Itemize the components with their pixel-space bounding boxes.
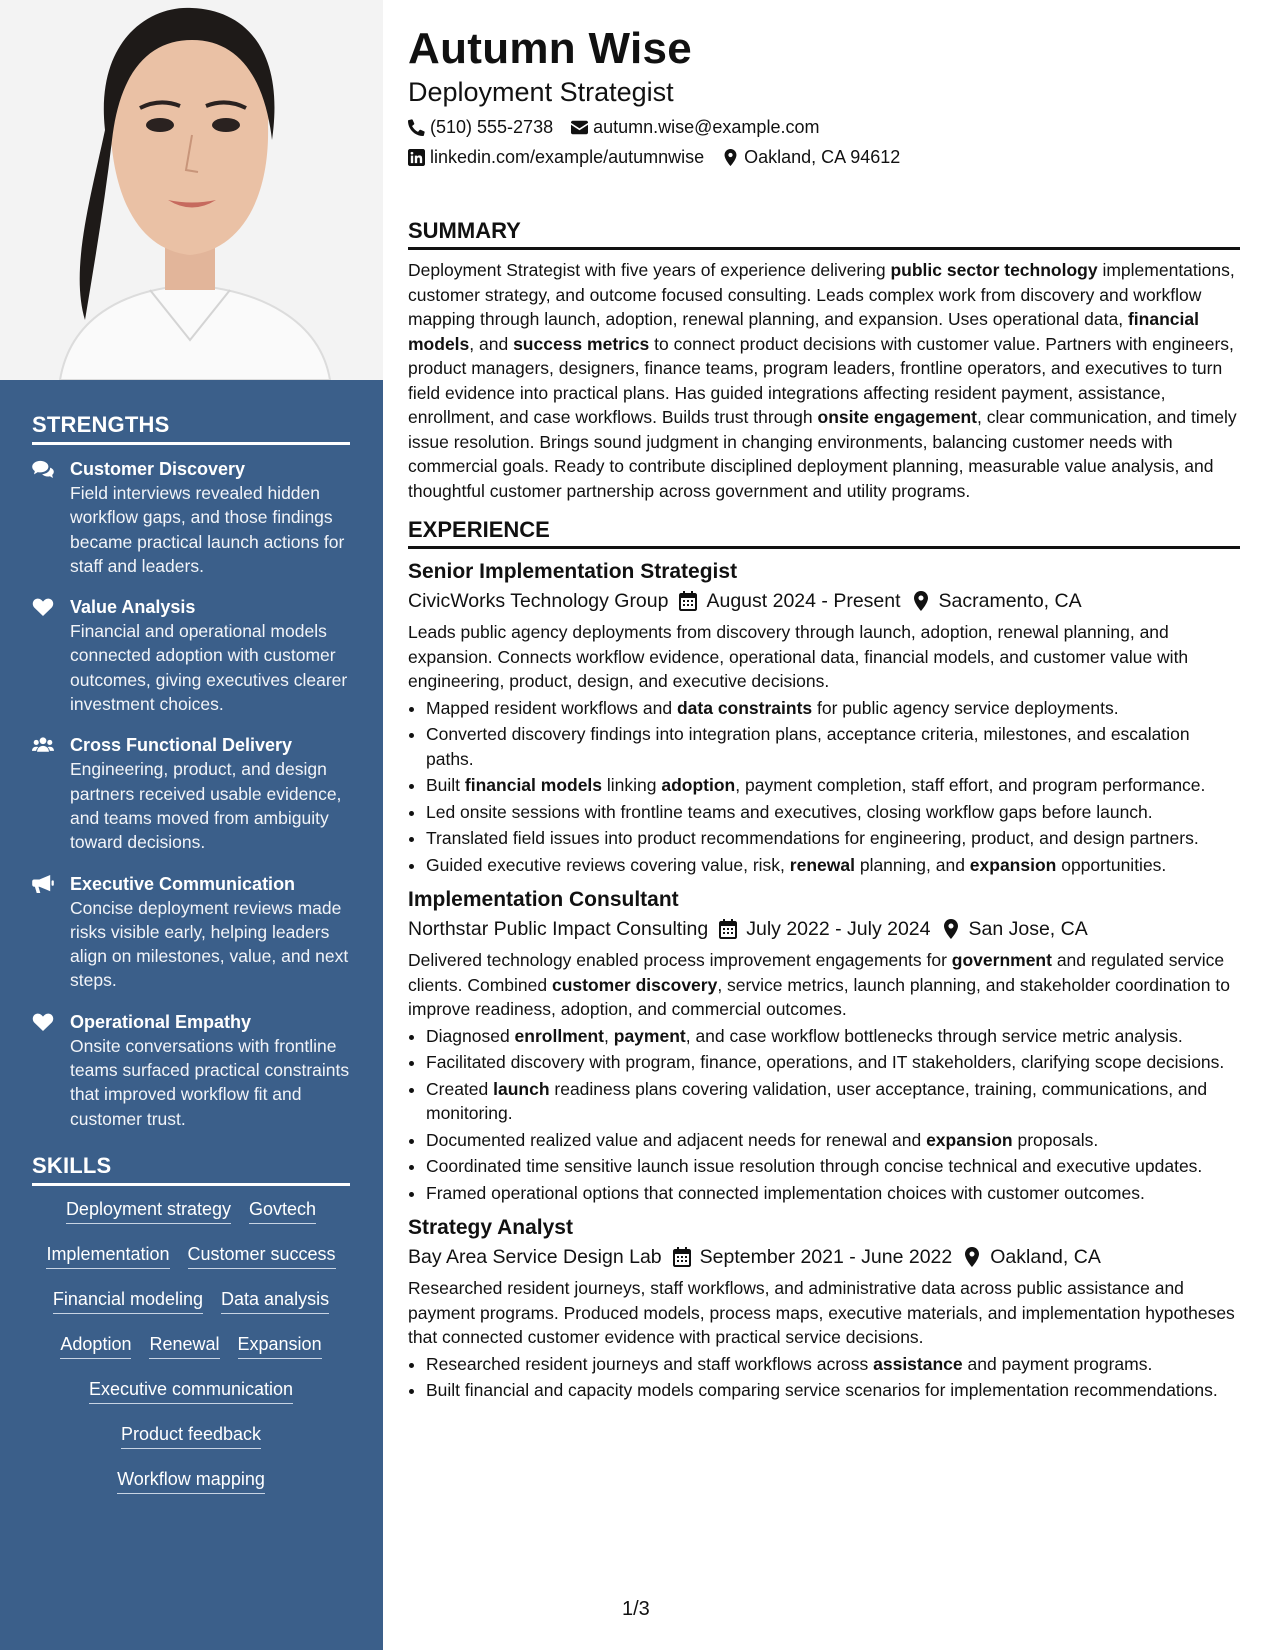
job-bullet	[426, 1077, 1240, 1126]
job-location: San Jose, CA	[968, 918, 1088, 940]
skill-row	[32, 1198, 350, 1243]
sidebar-content	[32, 412, 350, 1513]
job-location-item	[941, 916, 1088, 942]
location-text: Oakland, CA 94612	[744, 147, 901, 167]
job-bullet	[426, 1024, 1240, 1049]
skill-tag: Renewal	[149, 1333, 219, 1359]
job-bullets	[408, 696, 1240, 878]
job-entry	[408, 1215, 1240, 1403]
job-meta	[408, 588, 1240, 614]
skill-tag: Executive communication	[89, 1378, 293, 1404]
strength-title: Value Analysis	[70, 597, 196, 618]
text-run: Researched resident journeys, staff workflows, and administrative data across public assistance and payment programs. Produced models, process maps, executive materials, and implementation hypotheses that connected customer evidence with practical service decisions.	[408, 1278, 1235, 1347]
text-run: Built financial and capacity models comparing service scenarios for implementation recommendations.	[426, 1380, 1218, 1400]
job-bullet	[426, 696, 1240, 721]
job-bullet	[426, 1128, 1240, 1153]
map-pin-icon	[911, 591, 931, 611]
strength-item	[32, 595, 350, 716]
job-company: Northstar Public Impact Consulting	[408, 918, 709, 940]
text-run: , service metrics, launch planning, and stakeholder coordination to improve readiness, adoption, and commercial outcomes.	[408, 974, 1230, 1019]
text-run: Facilitated discovery with program, finance, operations, and IT stakeholders, clarifying scope decisions.	[426, 1052, 1225, 1072]
text-run: , clear communication, and timely issue resolution. Brings sound judgment in changing environments, balancing customer needs with commercial goals. Ready to contribute disciplined deployment planning, measurable value analysis, and thoughtful customer partnership across government and utility programs.	[408, 407, 1237, 501]
text-run: Converted discovery findings into integration plans, acceptance criteria, milestones, and escalation paths.	[426, 724, 1190, 769]
text-run: Coordinated time sensitive launch issue resolution through concise technical and executive updates.	[426, 1156, 1203, 1176]
text-run: and payment programs.	[962, 1353, 1153, 1374]
job-bullet	[426, 1154, 1240, 1179]
bold-text: adoption	[661, 775, 736, 795]
users-icon	[32, 733, 70, 854]
map-pin-icon	[941, 919, 961, 939]
job-bullet	[426, 1181, 1240, 1206]
email-address: autumn.wise@example.com	[593, 117, 820, 137]
map-pin-icon	[722, 149, 739, 166]
strength-item	[32, 457, 350, 578]
text-run: Built	[426, 775, 465, 795]
job-title: Implementation Consultant	[408, 888, 679, 911]
job-title: Strategy Analyst	[408, 1216, 573, 1239]
text-run: ,	[604, 1025, 614, 1046]
text-run: implementations, customer strategy, and outcome focused consulting. Leads complex work from discovery and workflow mapping through launch, adoption, renewal planning, and expansion. Uses operational data,	[408, 260, 1235, 329]
strength-description: Onsite conversations with frontline teams surfaced practical constraints that improved workflow fit and customer trust.	[70, 1035, 350, 1129]
main-content	[408, 24, 1240, 1405]
sidebar	[0, 0, 383, 1650]
strength-title: Executive Communication	[70, 873, 296, 894]
text-run: Guided executive reviews covering value, risk,	[426, 854, 790, 875]
bold-text: expansion	[926, 1129, 1013, 1150]
page-number: 1/3	[622, 1598, 650, 1620]
strength-description: Financial and operational models connected adoption with customer outcomes, giving executives clearer investment choices.	[70, 621, 348, 715]
job-company: Bay Area Service Design Lab	[408, 1246, 662, 1268]
candidate-name: Autumn Wise	[408, 24, 693, 73]
text-run: Leads public agency deployments from discovery through launch, adoption, renewal planning, and expansion. Connects workflow evidence, operational data, financial models, and customer value with engineering, product, design, and executive decisions.	[408, 622, 1189, 691]
skill-tag: Govtech	[249, 1198, 316, 1224]
text-run: to connect product decisions with customer value. Partners with engineers, product managers, designers, finance teams, program leaders, frontline operators, and executives to turn field evidence into practical plans. Has guided integrations affecting resident payment, assistance, enrollment, and case workflows. Builds trust through	[408, 333, 1234, 427]
bold-text: success metrics	[513, 333, 650, 354]
text-run: Led onsite sessions with frontline teams and executives, closing workflow gaps before launch.	[426, 801, 1153, 822]
text-run: Delivered technology enabled process improvement engagements for	[408, 950, 952, 970]
text-run: , and	[469, 333, 514, 354]
strength-description: Engineering, product, and design partners received usable evidence, and teams moved from ambiguity toward decisions.	[70, 759, 342, 853]
text-run: , payment completion, staff effort, and program performance.	[735, 775, 1206, 795]
text-run: Researched resident journeys and staff workflows across	[426, 1353, 874, 1374]
phone-number: (510) 555-2738	[430, 117, 554, 137]
contact-row	[408, 116, 1240, 138]
skill-tag: Workflow mapping	[117, 1468, 265, 1494]
text-run: opportunities.	[1056, 854, 1167, 875]
text-run: Deployment Strategist with five years of experience delivering	[408, 260, 891, 280]
job-location: Oakland, CA	[990, 1246, 1101, 1268]
bold-text: renewal	[789, 854, 855, 875]
candidate-role: Deployment Strategist	[408, 77, 674, 107]
bold-text: financial models	[464, 775, 603, 795]
text-run: Framed operational options that connected implementation choices with customer outcomes.	[426, 1182, 1145, 1203]
strengths-heading: STRENGTHS	[32, 412, 350, 445]
bold-text: financial models	[408, 309, 1199, 354]
text-run: linking	[602, 775, 662, 795]
linkedin-contact[interactable]	[408, 146, 704, 168]
job-bullet	[426, 826, 1240, 851]
profile-photo	[0, 0, 383, 380]
text-run: , and case workflow bottlenecks through service metric analysis.	[685, 1025, 1183, 1046]
linkedin-url: linkedin.com/example/autumnwise	[430, 147, 705, 167]
text-run: Documented realized value and adjacent needs for renewal and	[426, 1129, 927, 1150]
skills-list	[32, 1198, 350, 1513]
skill-row	[32, 1468, 350, 1513]
calendar-icon	[672, 1247, 692, 1267]
comments-icon	[32, 457, 70, 578]
text-run: and regulated service clients. Combined	[408, 950, 1225, 995]
calendar-icon	[678, 591, 698, 611]
profile-photo-illustration	[0, 0, 383, 380]
skill-tag: Adoption	[60, 1333, 131, 1359]
skill-tag: Customer success	[188, 1243, 336, 1269]
text-run: Created	[426, 1078, 494, 1099]
skill-row	[32, 1378, 350, 1423]
location-contact	[722, 146, 900, 168]
job-location: Sacramento, CA	[938, 590, 1082, 612]
map-pin-icon	[962, 1247, 982, 1267]
skill-tag: Financial modeling	[53, 1288, 203, 1314]
email-contact[interactable]	[571, 116, 819, 138]
skills-heading: SKILLS	[32, 1153, 350, 1186]
job-dates: August 2024 - Present	[706, 590, 901, 612]
strengths-list	[32, 457, 350, 1131]
job-bullet	[426, 800, 1240, 825]
skill-row	[32, 1333, 350, 1378]
strength-title: Cross Functional Delivery	[70, 735, 293, 756]
job-description	[408, 1276, 1240, 1350]
strength-item	[32, 1010, 350, 1131]
bold-text: expansion	[969, 854, 1057, 875]
bold-text: public sector technology	[890, 260, 1098, 280]
text-run: Translated field issues into product recommendations for engineering, product, and design partners.	[426, 828, 1199, 848]
job-bullets	[408, 1024, 1240, 1206]
skill-row	[32, 1243, 350, 1288]
phone-icon	[408, 119, 425, 136]
megaphone-icon	[32, 872, 70, 993]
text-run: readiness plans covering validation, user acceptance, training, communications, and monitoring.	[426, 1078, 1208, 1123]
bold-text: onsite engagement	[817, 407, 977, 427]
job-title: Senior Implementation Strategist	[408, 560, 738, 583]
job-dates-item	[678, 588, 900, 614]
job-bullet	[426, 773, 1240, 798]
bold-text: data constraints	[676, 697, 813, 718]
skill-tag: Deployment strategy	[66, 1198, 231, 1224]
job-description	[408, 948, 1240, 1022]
job-bullet	[426, 722, 1240, 771]
job-bullets	[408, 1352, 1240, 1403]
text-run: Mapped resident workflows and	[426, 697, 677, 718]
summary-heading: SUMMARY	[408, 218, 1240, 250]
job-company: CivicWorks Technology Group	[408, 590, 669, 612]
calendar-icon	[718, 919, 738, 939]
bold-text: government	[951, 950, 1052, 970]
job-meta	[408, 916, 1240, 942]
job-entry	[408, 559, 1240, 877]
text-run: for public agency service deployments.	[812, 697, 1119, 718]
bold-text: payment	[613, 1025, 686, 1046]
text-run: proposals.	[1012, 1129, 1099, 1150]
job-bullet	[426, 1050, 1240, 1075]
job-dates: September 2021 - June 2022	[699, 1246, 953, 1268]
job-location-item	[911, 588, 1082, 614]
bold-text: customer discovery	[551, 974, 718, 995]
skill-row	[32, 1423, 350, 1468]
job-dates-item	[672, 1244, 953, 1270]
phone-contact[interactable]	[408, 116, 553, 138]
job-bullet	[426, 853, 1240, 878]
skill-tag: Implementation	[46, 1243, 169, 1269]
summary-text	[408, 258, 1240, 503]
job-bullet	[426, 1352, 1240, 1377]
job-location-item	[962, 1244, 1101, 1270]
bold-text: assistance	[873, 1353, 963, 1374]
job-description	[408, 620, 1240, 694]
skill-tag: Product feedback	[121, 1423, 261, 1449]
heart-icon	[32, 595, 70, 716]
skill-tag: Data analysis	[221, 1288, 329, 1314]
job-dates: July 2022 - July 2024	[746, 918, 931, 940]
job-bullet	[426, 1378, 1240, 1403]
job-dates-item	[718, 916, 930, 942]
strength-description: Field interviews revealed hidden workflow gaps, and those findings became practical launch actions for staff and leaders.	[70, 483, 345, 576]
job-meta	[408, 1244, 1240, 1270]
text-run: planning, and	[854, 854, 970, 875]
heart-icon	[32, 1010, 70, 1131]
envelope-icon	[571, 119, 588, 136]
linkedin-icon	[408, 149, 425, 166]
skill-row	[32, 1288, 350, 1333]
strength-item	[32, 733, 350, 854]
bold-text: launch	[493, 1078, 550, 1099]
bold-text: enrollment	[514, 1025, 605, 1046]
contact-row	[408, 146, 1240, 168]
text-run: Diagnosed	[426, 1025, 515, 1046]
skill-tag: Expansion	[238, 1333, 322, 1359]
job-entry	[408, 887, 1240, 1205]
strength-title: Customer Discovery	[70, 459, 246, 479]
experience-heading: EXPERIENCE	[408, 517, 1240, 549]
strength-title: Operational Empathy	[70, 1011, 252, 1032]
strength-item	[32, 872, 350, 993]
strength-description: Concise deployment reviews made risks visible early, helping leaders align on milestones, value, and next steps.	[70, 897, 349, 991]
